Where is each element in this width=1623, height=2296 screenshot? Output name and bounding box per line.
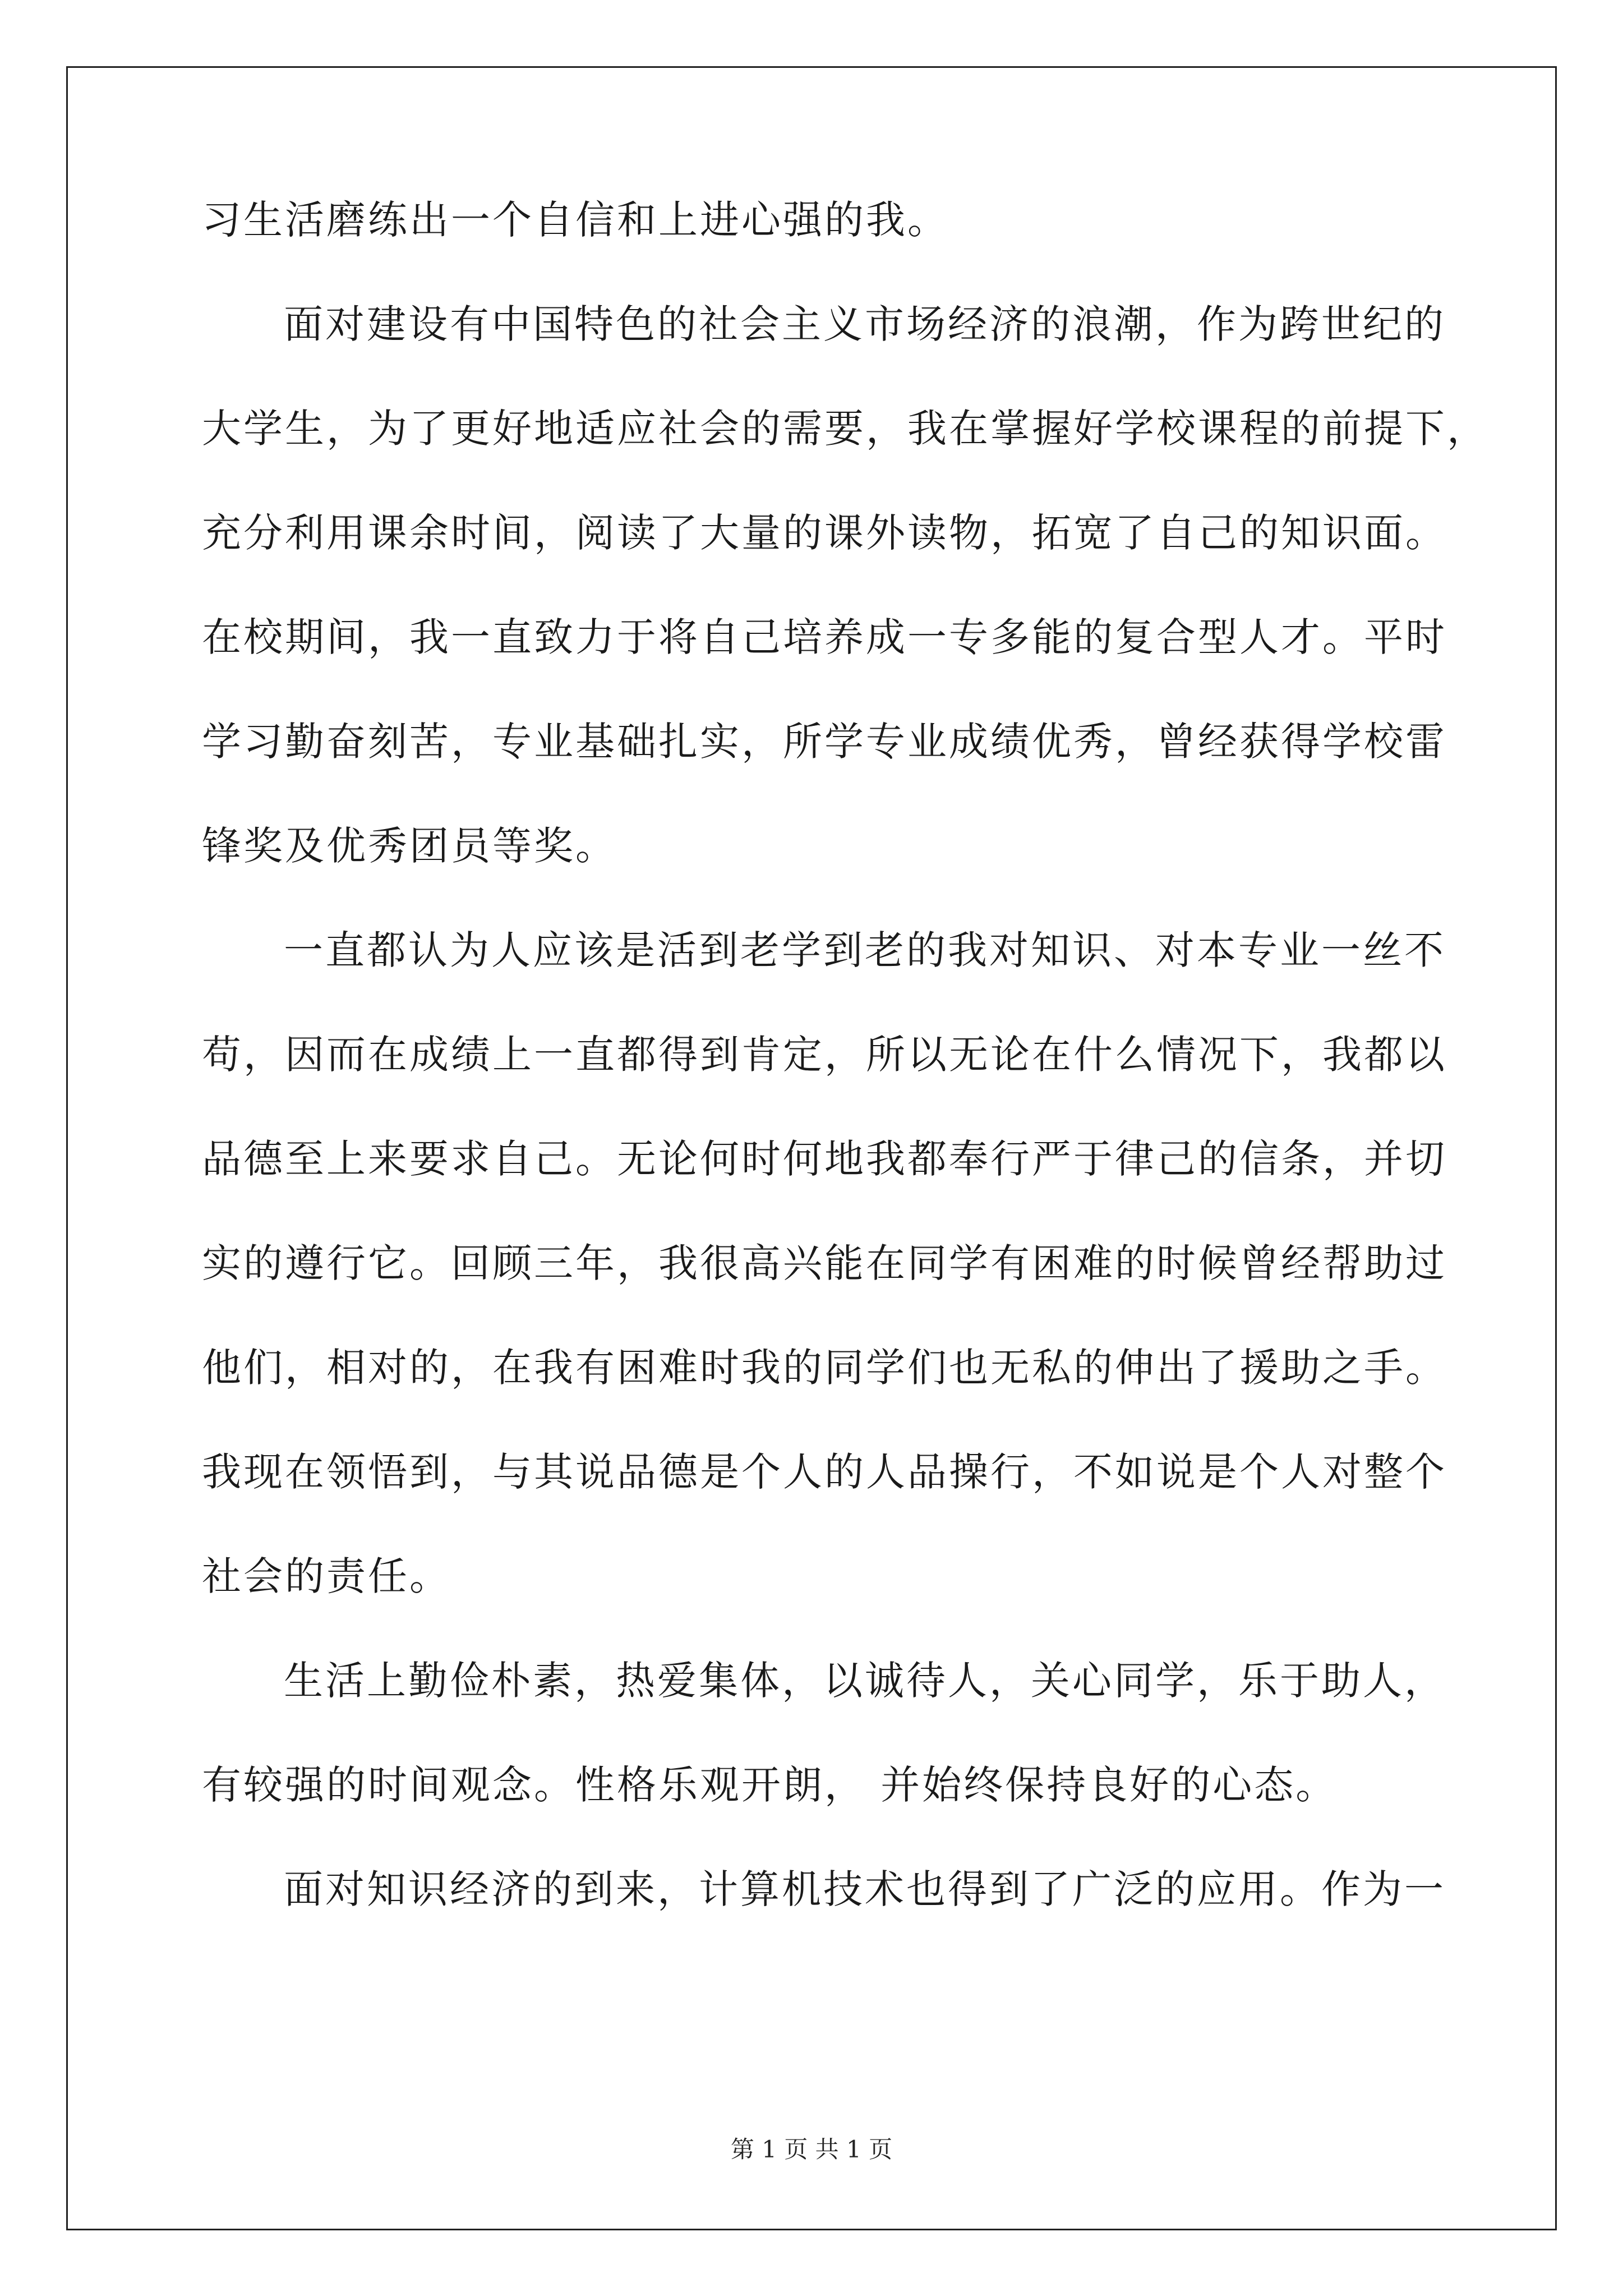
- text-line: 大学生，为了更好地适应社会的需要，我在掌握好学校课程的前提下，: [202, 406, 1488, 452]
- text-line: 面对建设有中国特色的社会主义市场经济的浪潮，作为跨世纪的: [284, 301, 1446, 347]
- text-line: 社会的责任。: [202, 1553, 451, 1599]
- text-line: 在校期间，我一直致力于将自己培养成一专多能的复合型人才。平时: [202, 614, 1447, 660]
- text-line: 实的遵行它。回顾三年，我很高兴能在同学有困难的时候曾经帮助过: [202, 1240, 1447, 1286]
- text-line: 面对知识经济的到来，计算机技术也得到了广泛的应用。作为一: [284, 1866, 1446, 1912]
- text-line: 学习勤奋刻苦，专业基础扎实，所学专业成绩优秀，曾经获得学校雷: [202, 719, 1447, 765]
- text-line: 锋奖及优秀团员等奖。: [202, 823, 617, 869]
- text-line: 充分利用课余时间，阅读了大量的课外读物，拓宽了自己的知识面。: [202, 510, 1447, 556]
- document-body: [202, 197, 1488, 1974]
- text-line: 生活上勤俭朴素，热爱集体，以诚待人，关心同学，乐于助人，: [284, 1658, 1446, 1704]
- text-line: 一直都认为人应该是活到老学到老的我对知识、对本专业一丝不: [284, 927, 1446, 973]
- text-line: 我现在领悟到，与其说品德是个人的人品操行，不如说是个人对整个: [202, 1449, 1447, 1495]
- text-line: 苟，因而在成绩上一直都得到肯定，所以无论在什么情况下，我都以: [202, 1032, 1447, 1078]
- text-line: 他们，相对的，在我有困难时我的同学们也无私的伸出了援助之手。: [202, 1345, 1447, 1391]
- text-line: 习生活磨练出一个自信和上进心强的我。: [202, 197, 949, 243]
- text-line: 有较强的时间观念。性格乐观开朗， 并始终保持良好的心态。: [202, 1762, 1338, 1808]
- text-line: 品德至上来要求自己。无论何时何地我都奉行严于律己的信条，并切: [202, 1136, 1447, 1182]
- page-number-footer: 第 1 页 共 1 页: [730, 2136, 893, 2163]
